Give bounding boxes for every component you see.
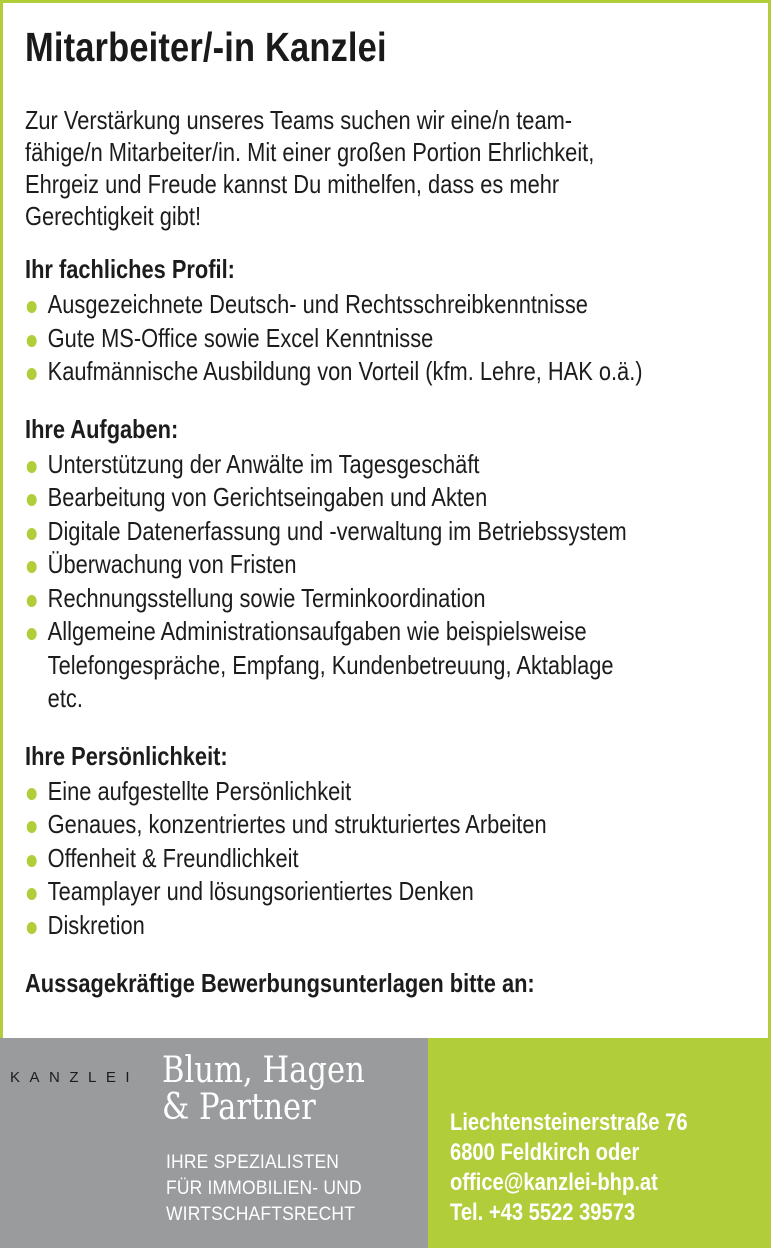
- list-item: Teamplayer und lösungsorientiertes Denken: [25, 875, 771, 909]
- list-item: Rechnungsstellung sowie Terminkoordination: [25, 582, 771, 616]
- list-item: Überwachung von Fristen: [25, 548, 771, 582]
- intro-text: [25, 104, 747, 232]
- kanzlei-label: KANZLEI: [10, 1069, 140, 1086]
- firm-logo: [162, 1052, 365, 1126]
- profile-list: [25, 288, 771, 389]
- firm-tagline: [166, 1150, 362, 1228]
- list-item: Ausgezeichnete Deutsch- und Rechtsschreibkenntnisse: [25, 288, 771, 322]
- contact-email-link[interactable]: office@kanzlei-bhp.at: [450, 1169, 658, 1196]
- list-item: Gute MS-Office sowie Excel Kenntnisse: [25, 322, 771, 356]
- list-item-line: Telefongespräche, Empfang, Kundenbetreuung, Aktablage: [47, 649, 614, 680]
- tagline-line: FÜR IMMOBILIEN- UND: [166, 1178, 362, 1199]
- section-heading-personality: Ihre Persönlichkeit:: [25, 740, 228, 771]
- intro-line: fähige/n Mitarbeiter/in. Mit einer großen Portion Ehrlichkeit,: [25, 137, 595, 167]
- list-item: [25, 615, 771, 716]
- tagline-line: IHRE SPEZIALISTEN: [166, 1152, 340, 1173]
- intro-line: Ehrgeiz und Freude kannst Du mithelfen, dass es mehr: [25, 169, 560, 199]
- list-item: Unterstützung der Anwälte im Tagesgeschäft: [25, 448, 771, 482]
- contact-city: 6800 Feldkirch oder: [450, 1139, 640, 1166]
- intro-line: Zur Verstärkung unseres Teams suchen wir eine/n team-: [25, 105, 573, 135]
- firm-name-line: & Partner: [162, 1087, 316, 1128]
- contact-block: [450, 1108, 688, 1228]
- job-ad-body: [25, 18, 647, 999]
- contact-phone-link[interactable]: Tel. +43 5522 39573: [450, 1199, 636, 1226]
- list-item: Diskretion: [25, 909, 771, 943]
- section-heading-profile: Ihr fachliches Profil:: [25, 254, 235, 284]
- tasks-list: [25, 448, 771, 716]
- list-item: Offenheit & Freundlichkeit: [25, 842, 771, 876]
- list-item-line: Allgemeine Administrationsaufgaben wie beispielsweise: [47, 616, 587, 646]
- list-item: Digitale Datenerfassung und -verwaltung im Betriebssystem: [25, 515, 771, 549]
- contact-address: Liechtensteinerstraße 76: [450, 1109, 688, 1136]
- list-item-line: etc.: [47, 683, 83, 713]
- job-title: Mitarbeiter/-in Kanzlei: [25, 24, 387, 70]
- section-heading-tasks: Ihre Aufgaben:: [25, 413, 179, 444]
- firm-name-line: Blum, Hagen: [162, 1050, 365, 1091]
- list-item: Bearbeitung von Gerichtseingaben und Akten: [25, 481, 771, 515]
- closing-heading: Aussagekräftige Bewerbungsunterlagen bitte an:: [25, 968, 535, 998]
- intro-line: Gerechtigkeit gibt!: [25, 201, 202, 231]
- list-item: Genaues, konzentriertes und strukturiertes Arbeiten: [25, 808, 771, 842]
- list-item: Kaufmännische Ausbildung von Vorteil (kfm. Lehre, HAK o.ä.): [25, 355, 771, 389]
- personality-list: [25, 775, 771, 943]
- list-item: Eine aufgestellte Persönlichkeit: [25, 775, 771, 809]
- tagline-line: WIRTSCHAFTSRECHT: [166, 1204, 356, 1225]
